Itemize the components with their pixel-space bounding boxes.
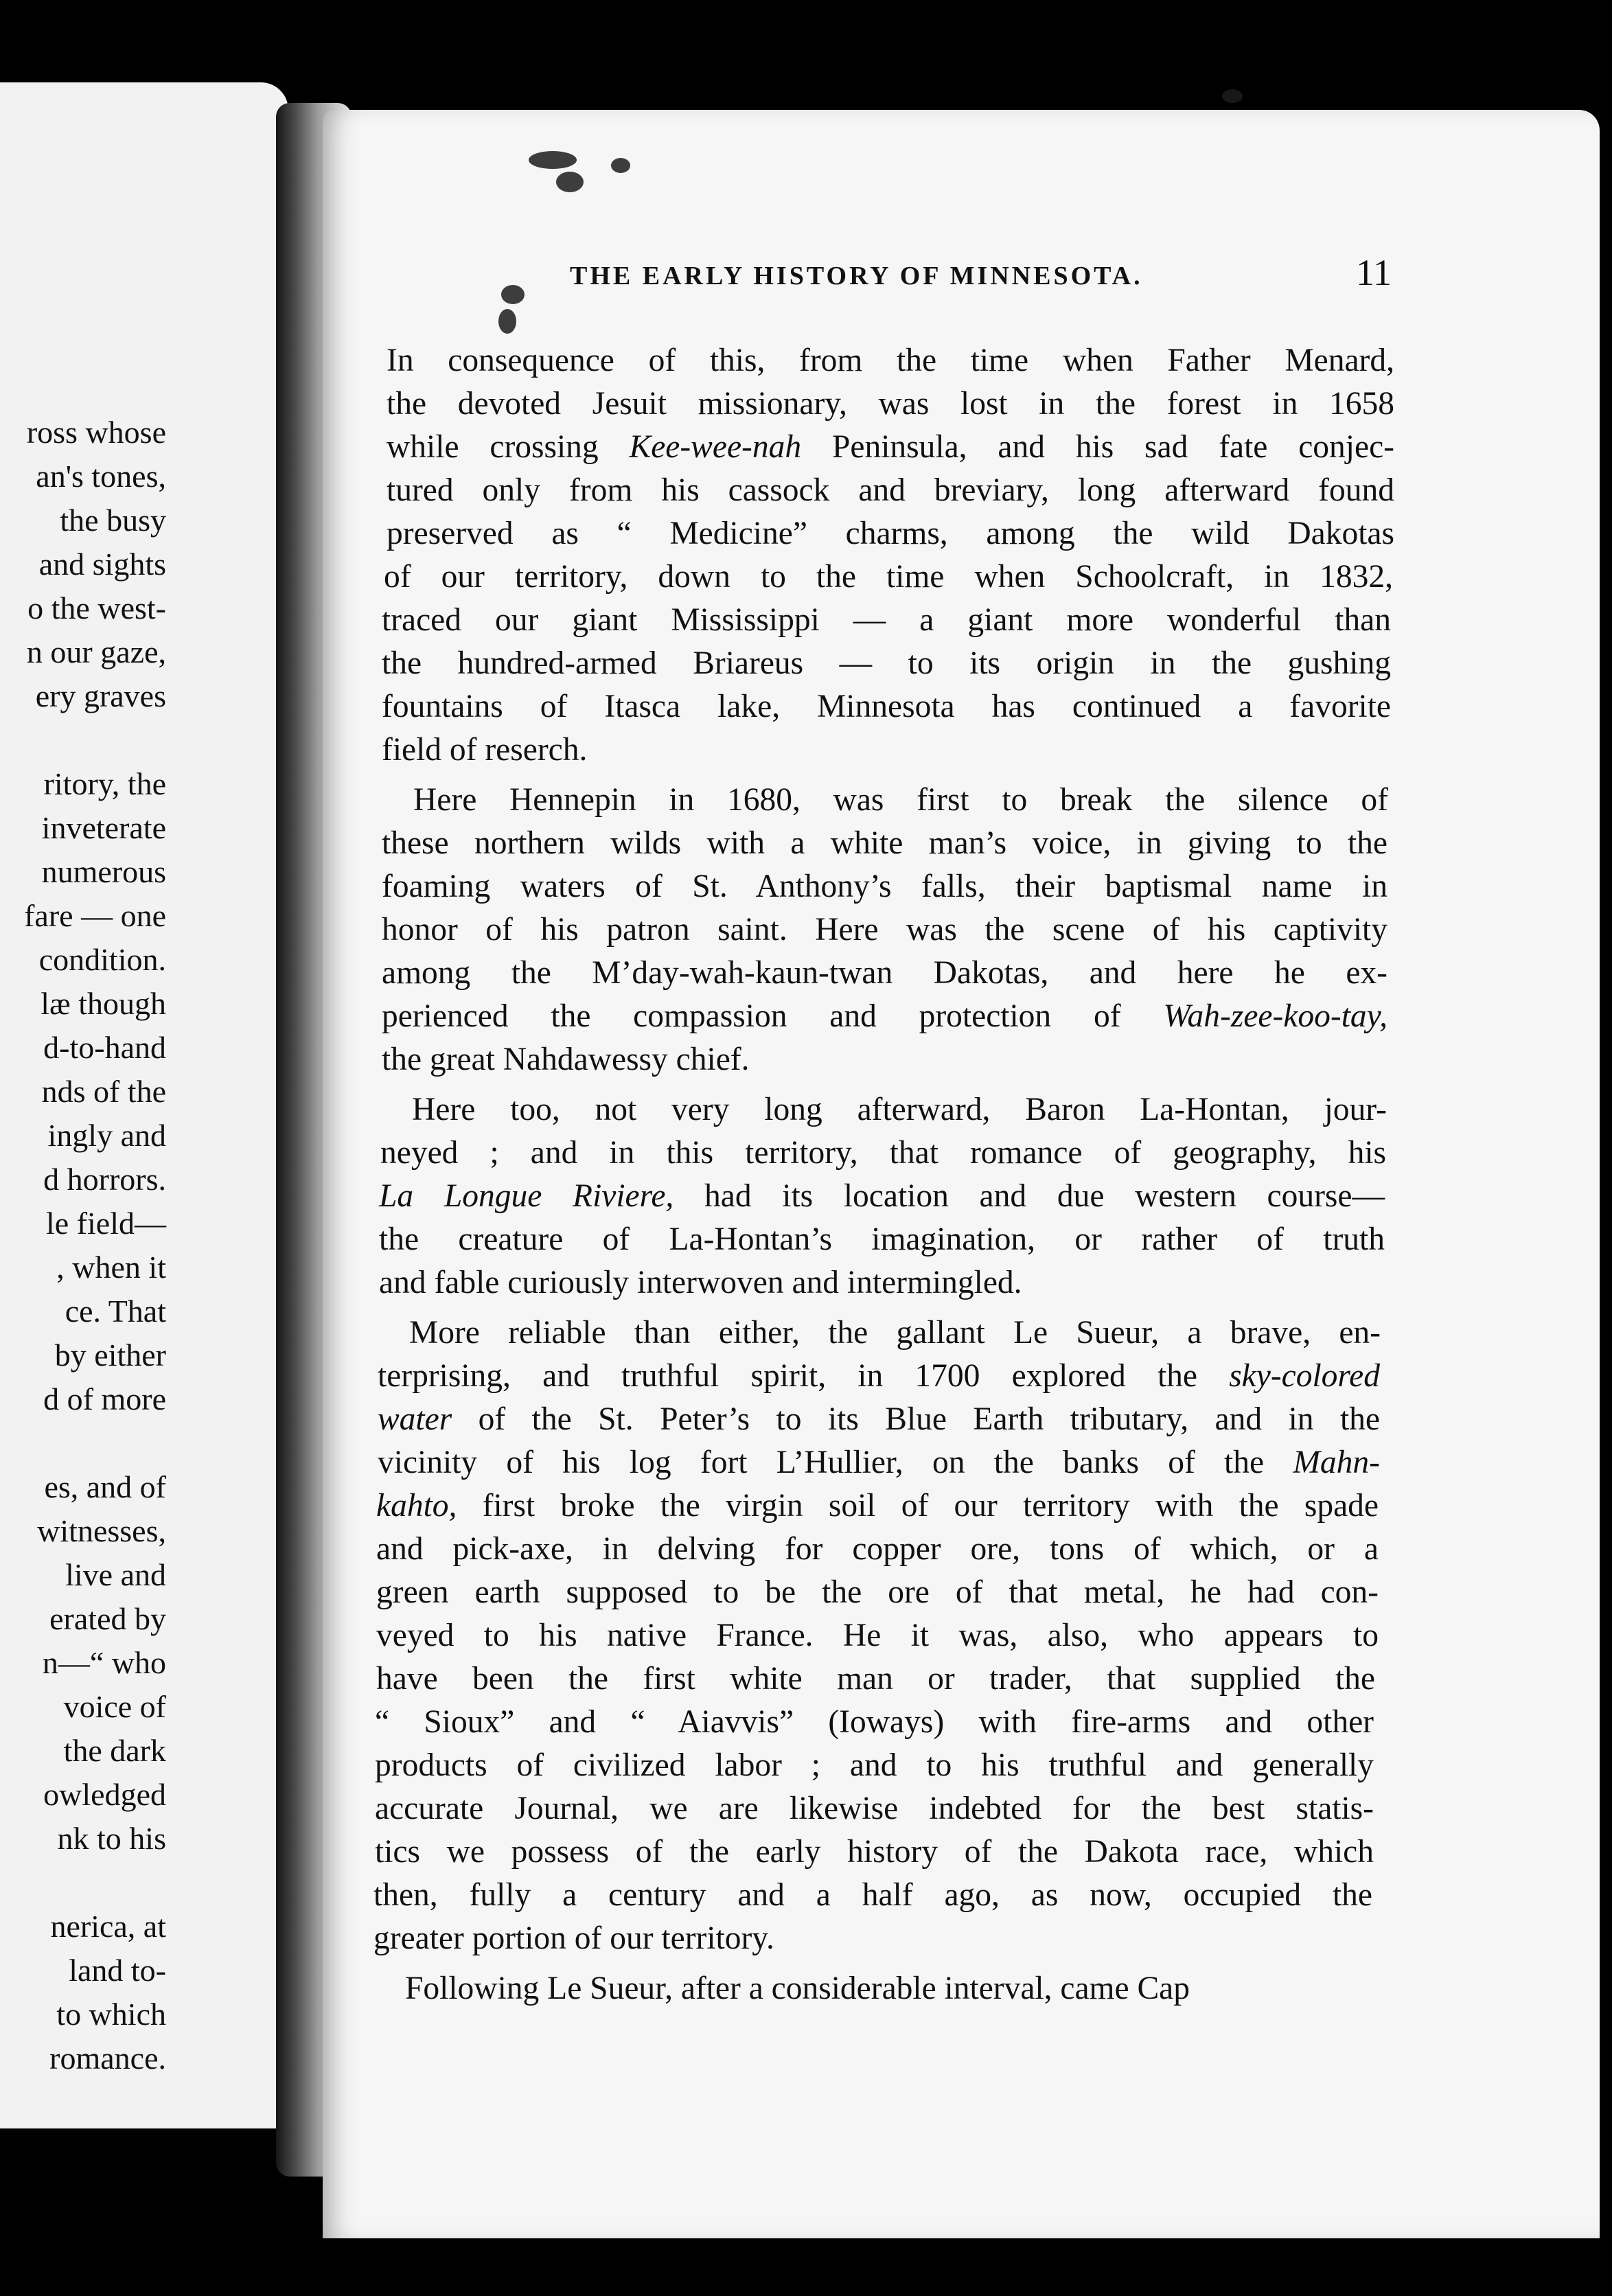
italic-term: kahto, [376,1488,457,1524]
left-page-line: ery graves [35,678,166,713]
page-number: 11 [1356,252,1392,293]
text-line: vicinity of his log fort L’Hullier, on the banks of the Mahn- [378,1445,1380,1480]
text-line: Here Hennepin in 1680, was first to break the silence of [413,782,1388,818]
text-line: products of civilized labor ; and to his truthful and generally [375,1747,1374,1783]
text-line: tured only from his cassock and breviary, long afterward found [387,472,1394,508]
italic-term: La Longue Riviere, [379,1178,674,1214]
left-page-line: ross whose [26,415,166,450]
left-page-line: , when it [56,1250,166,1285]
left-page-line: ce. That [65,1294,166,1329]
left-page-line: n our gaze, [26,634,166,669]
left-page-line: inveterate [41,810,166,845]
left-page-line: owledged [43,1777,166,1812]
text-line: perienced the compassion and protection of Wah-zee-koo-tay, [382,998,1388,1034]
text-line: the devoted Jesuit missionary, was lost in the forest in 1658 [387,386,1394,422]
left-page-line: to which [56,1997,166,2032]
text-line: greater portion of our territory. [373,1920,774,1956]
text-line: water of the St. Peter’s to its Blue Earth tributary, and in the [378,1401,1380,1437]
left-page-line: ritory, the [43,766,166,801]
text-line: preserved as “ Medicine” charms, among the wild Dakotas [387,516,1394,551]
left-page-line: d-to-hand [43,1030,166,1065]
italic-term: Kee-wee-nah [629,429,802,465]
left-page-line: condition. [38,942,166,977]
left-page-line: the dark [63,1733,166,1768]
text-line: field of reserch. [382,732,588,768]
text-line: kahto, first broke the virgin soil of our territory with the spade [376,1488,1379,1524]
left-page-line: o the west- [27,590,166,625]
left-page-line: ingly and [47,1118,166,1153]
text-line: of our territory, down to the time when Schoolcraft, in 1832, [384,559,1393,595]
left-page-line: land to- [69,1953,166,1988]
italic-term: Mahn- [1293,1445,1380,1480]
text-line: tics we possess of the early history of the Dakota race, which [375,1834,1374,1870]
text-line: have been the first white man or trader, that supplied the [376,1661,1375,1697]
italic-term: sky-colored [1229,1358,1380,1394]
left-page-line: by either [54,1338,166,1373]
text-line: and pick-axe, in delving for copper ore, tons of which, or a [376,1531,1379,1567]
left-page-line: d of more [43,1381,166,1416]
running-head: THE EARLY HISTORY OF MINNESOTA. [570,262,1143,290]
text-line: accurate Journal, we are likewise indebted for the best statis- [375,1791,1374,1826]
text-line: “ Sioux” and “ Aiavvis” (Ioways) with fire-arms and other [375,1704,1374,1740]
left-page-line: witnesses, [37,1513,166,1548]
left-page-line: es, and of [44,1469,166,1504]
text-line: traced our giant Mississippi — a giant more wonderful than [382,602,1391,638]
left-page-line: live and [65,1557,166,1592]
text-line: In consequence of this, from the time when Father Menard, [387,343,1394,378]
text-line: La Longue Riviere, had its location and due western course— [379,1178,1385,1214]
left-page-line: nk to his [57,1821,166,1856]
left-page-line: erated by [49,1601,166,1636]
italic-term: water [378,1401,452,1437]
text-line: honor of his patron saint. Here was the scene of his captivity [382,912,1388,948]
text-line: Following Le Sueur, after a considerable interval, came Cap [405,1971,1190,2006]
left-page-line: fare — one [24,898,166,933]
text-line: Here too, not very long afterward, Baron La-Hontan, jour- [412,1092,1387,1127]
text-line: veyed to his native France. He it was, also, who appears to [376,1618,1379,1653]
italic-term: Wah-zee-koo-tay, [1163,998,1388,1034]
left-page-line: nds of the [41,1074,166,1109]
text-line: neyed ; and in this territory, that romance of geography, his [380,1135,1386,1171]
left-page-line: the busy [60,503,166,538]
text-line: while crossing Kee-wee-nah Peninsula, and his sad fate conjec- [387,429,1394,465]
text-line: foaming waters of St. Anthony’s falls, their baptismal name in [382,869,1388,904]
text-line: and fable curiously interwoven and intermingled. [379,1265,1022,1300]
text-line: terprising, and truthful spirit, in 1700 explored the sky-colored [378,1358,1380,1394]
text-line: these northern wilds with a white man’s voice, in giving to the [382,825,1388,861]
left-page-line: læ though [41,986,166,1021]
left-page-line: romance. [49,2041,166,2076]
left-page-line: and sights [38,547,166,582]
text-line: the hundred-armed Briareus — to its origin in the gushing [382,645,1391,681]
left-page-line: numerous [41,854,166,889]
text-line: the great Nahdawessy chief. [382,1042,750,1077]
text-line: green earth supposed to be the ore of that metal, he had con- [376,1574,1379,1610]
left-page-line: an's tones, [36,459,166,494]
left-page-line: d horrors. [43,1162,166,1197]
left-page-line: le field— [46,1206,166,1241]
text-line: among the M’day-wah-kaun-twan Dakotas, and here he ex- [382,955,1388,991]
left-page-line: voice of [63,1689,166,1724]
text-line: then, fully a century and a half ago, as now, occupied the [373,1877,1372,1913]
text-line: fountains of Itasca lake, Minnesota has continued a favorite [382,689,1391,724]
left-page-line: n—“ who [42,1645,166,1680]
text-line: More reliable than either, the gallant Le Sueur, a brave, en- [409,1315,1381,1351]
text-line: the creature of La-Hontan’s imagination, or rather of truth [379,1221,1385,1257]
left-page-line: nerica, at [50,1909,166,1944]
